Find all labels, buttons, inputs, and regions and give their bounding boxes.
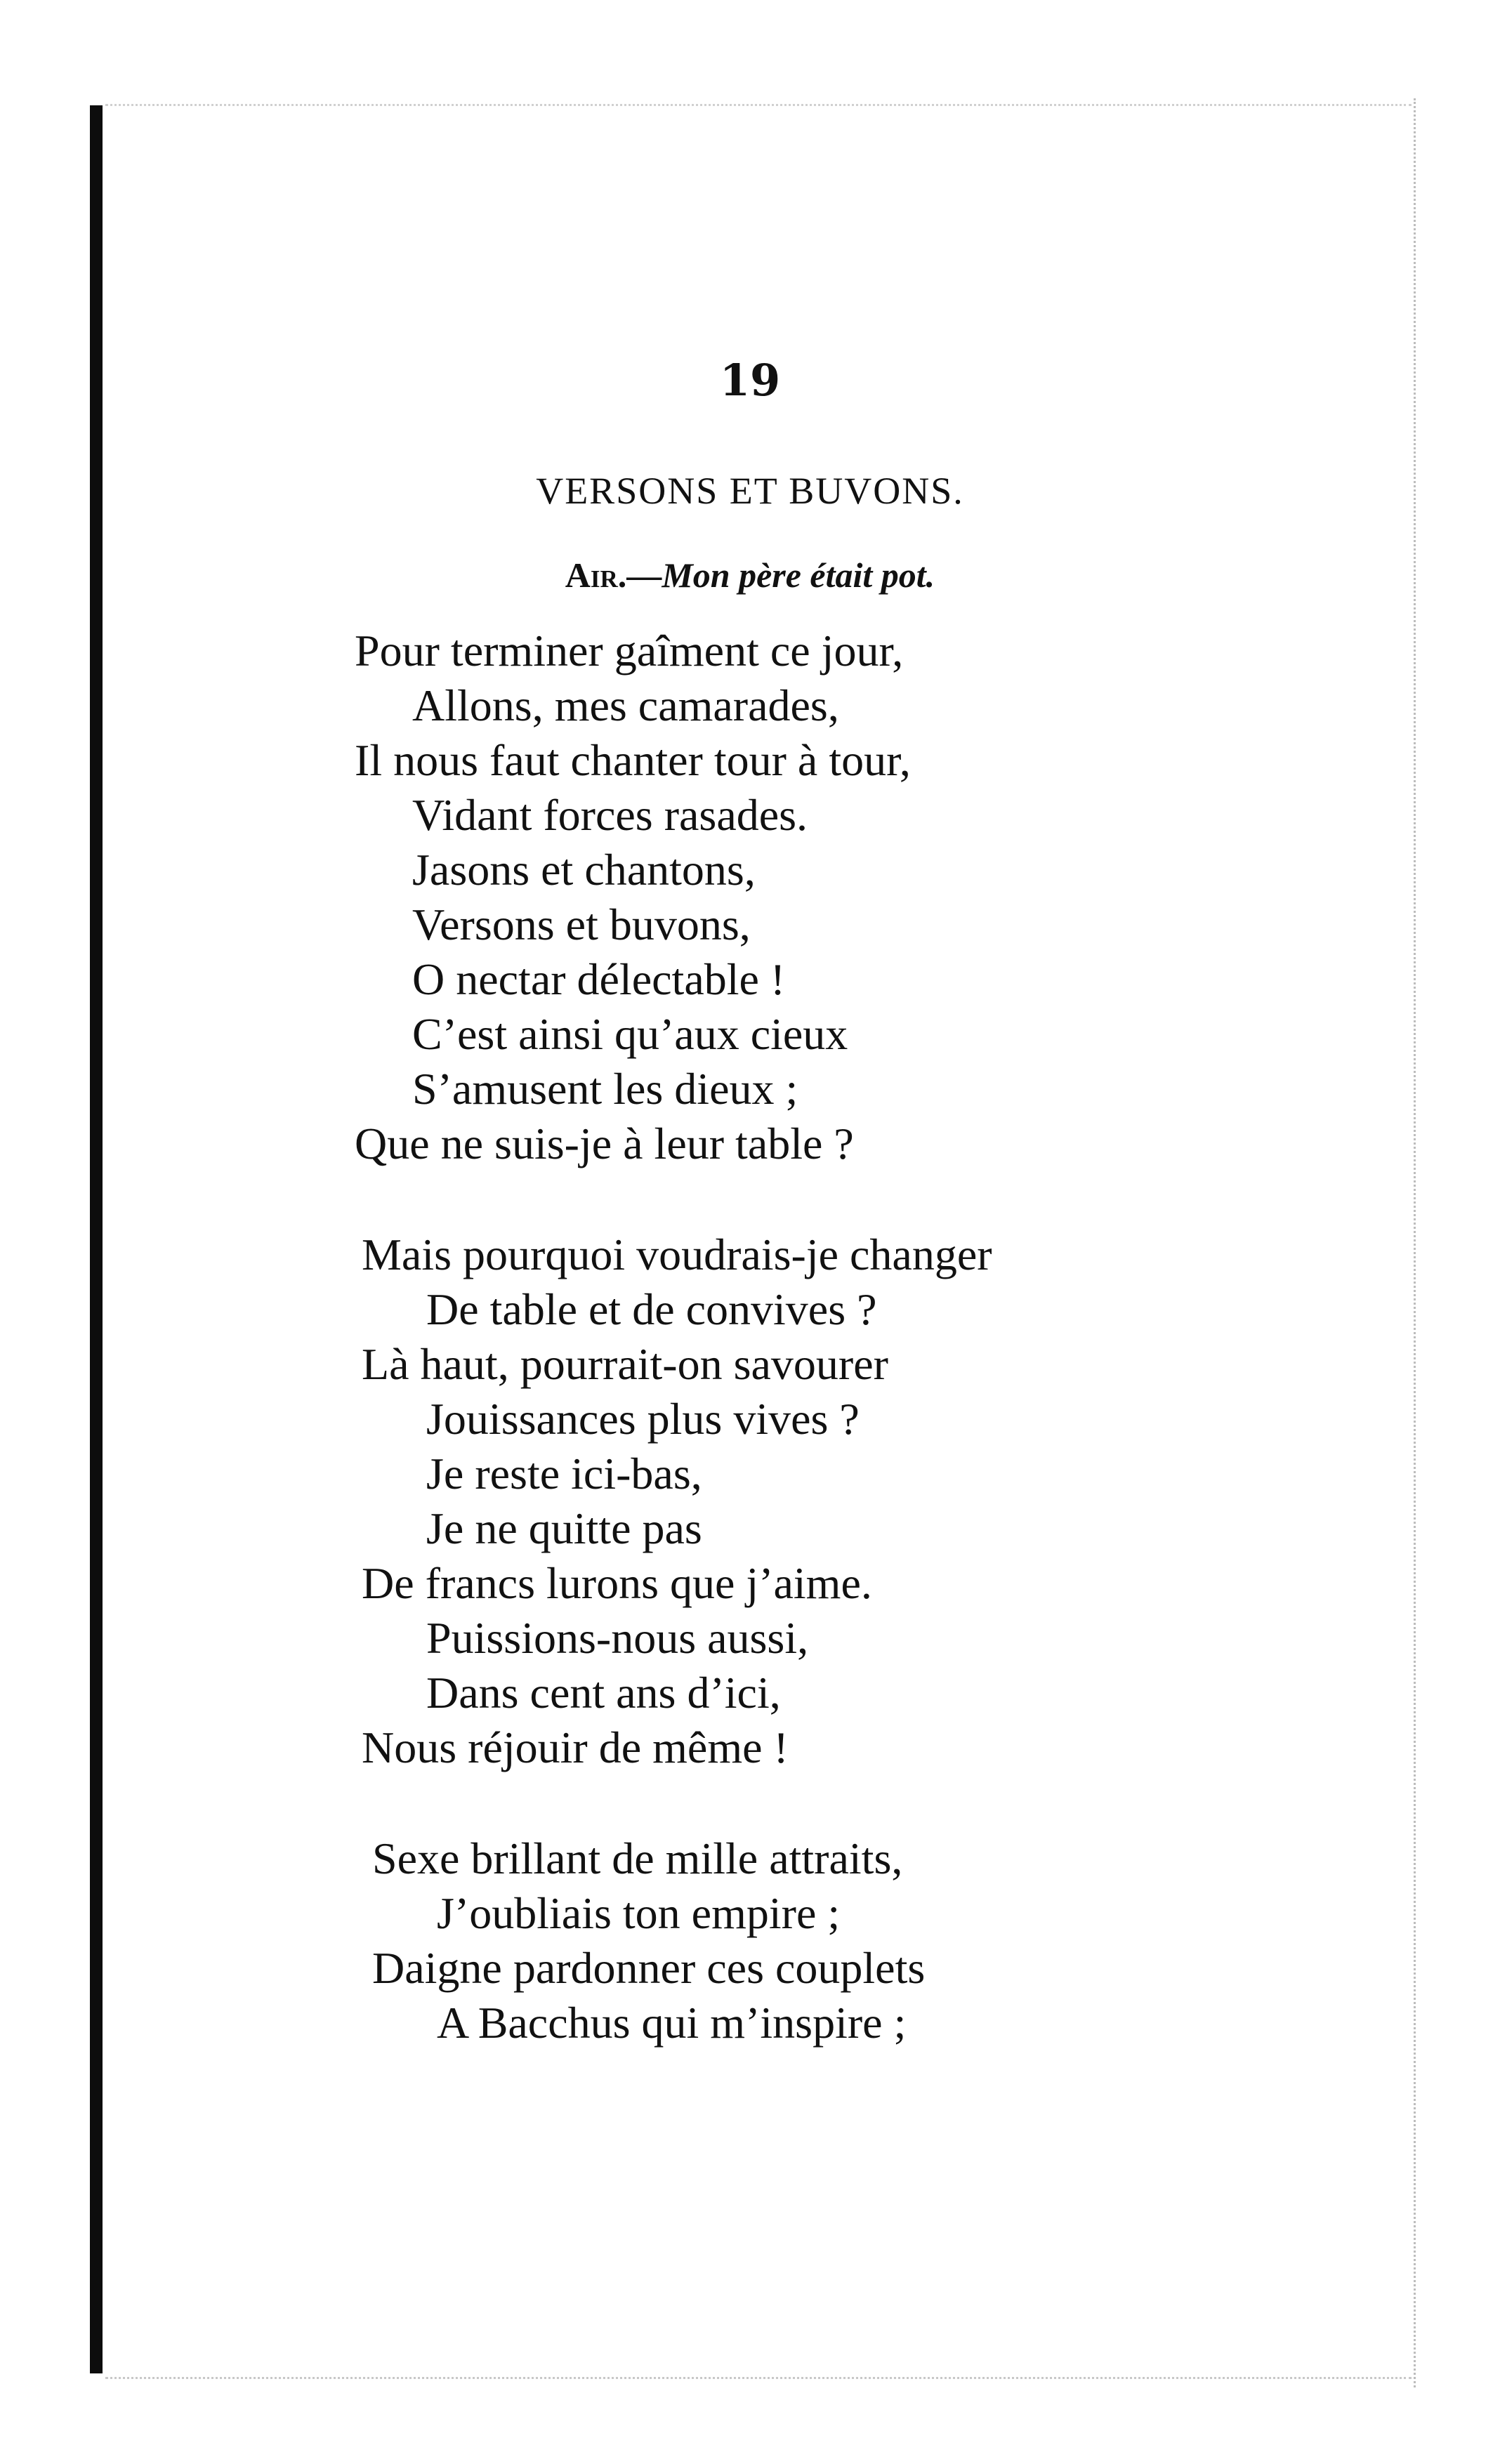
verse-line: Allons, mes camarades, [412, 680, 839, 730]
verse-line: Versons et buvons, [412, 900, 751, 949]
verse-line: S’amusent les dieux ; [412, 1064, 798, 1114]
verse-line: Nous réjouir de même ! [362, 1722, 789, 1772]
page-top-edge [105, 104, 1412, 107]
air-tune: Mon père était pot. [662, 555, 935, 595]
verse-line: Jouissances plus vives ? [426, 1394, 860, 1444]
page-bottom-edge [105, 2377, 1412, 2380]
song-title: VERSONS ET BUVONS. [536, 470, 964, 512]
verse-line: Vidant forces rasades. [412, 790, 808, 840]
air-label: Air.— [565, 555, 662, 595]
verse-line: Sexe brillant de mille attraits, [372, 1833, 903, 1883]
verse-line: A Bacchus qui m’inspire ; [437, 1998, 907, 2048]
verse-line: Jasons et chantons, [412, 845, 756, 895]
verse-line: O nectar délectable ! [412, 954, 786, 1004]
verse-line: J’oubliais ton empire ; [437, 1888, 841, 1938]
verse-line: C’est ainsi qu’aux cieux [412, 1009, 848, 1059]
verse-line: Là haut, pourrait-on savourer [362, 1339, 888, 1389]
verse-line: Pour terminer gaîment ce jour, [355, 626, 904, 676]
page-number: 19 [719, 355, 781, 406]
verse-line: Dans cent ans d’ici, [426, 1668, 781, 1718]
verse-line: Je ne quitte pas [426, 1503, 702, 1553]
verse-line: Daigne pardonner ces couplets [372, 1943, 926, 1993]
page-right-edge [1409, 98, 1416, 2387]
verse-line: Que ne suis-je à leur table ? [355, 1119, 854, 1168]
air-line [0, 555, 1500, 595]
verse-line: De francs lurons que j’aime. [362, 1558, 872, 1608]
verse-line: De table et de convives ? [426, 1284, 877, 1334]
stanza-1 [355, 624, 911, 1171]
verse-line: Je reste ici-bas, [426, 1449, 702, 1498]
verse-line: Il nous faut chanter tour à tour, [355, 735, 911, 785]
stanza-2 [362, 1227, 992, 1775]
binding-edge [90, 105, 103, 2373]
verse-line: Puissions-nous aussi, [426, 1613, 809, 1663]
stanza-3 [372, 1831, 925, 2050]
verse-line: Mais pourquoi voudrais-je changer [362, 1230, 992, 1279]
